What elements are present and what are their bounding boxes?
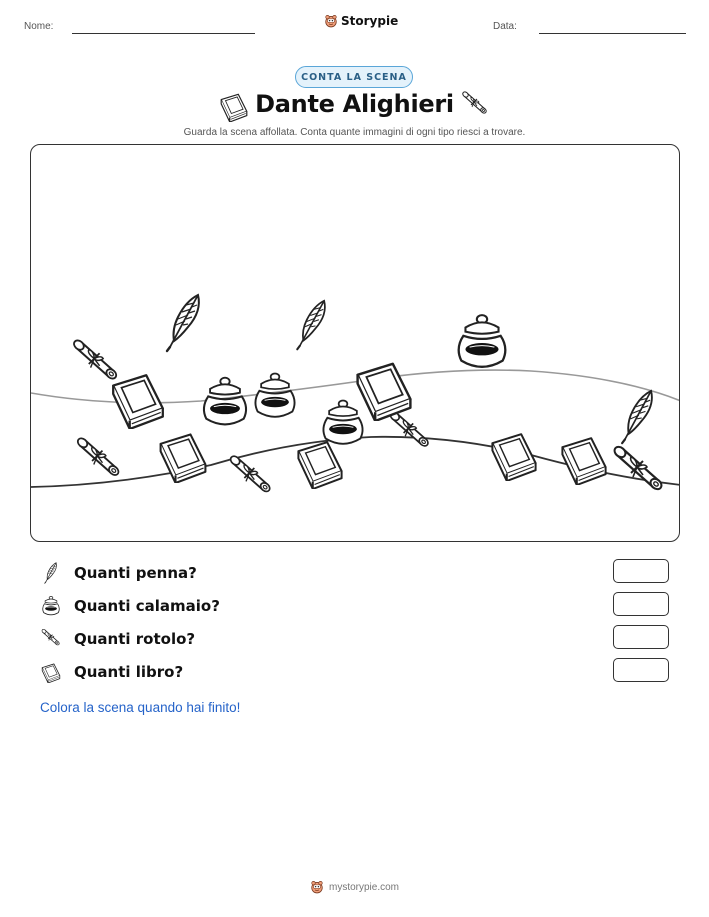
inkwell	[255, 373, 294, 416]
question-label: Quanti calamaio?	[74, 597, 220, 615]
question-row-calamaio	[40, 593, 220, 619]
book	[492, 434, 535, 481]
instructions: Guarda la scena affollata. Conta quante immagini di ogni tipo riesci a trovare.	[183, 127, 526, 138]
name-label: Nome:	[24, 21, 54, 32]
book	[298, 442, 341, 489]
footer	[0, 880, 709, 894]
scroll	[229, 454, 271, 493]
date-line[interactable]	[539, 33, 686, 34]
brand-name: Storypie	[341, 14, 399, 28]
question-row-libro	[40, 659, 183, 685]
question-label: Quanti penna?	[74, 564, 197, 582]
scroll	[76, 436, 120, 476]
coloring-note: Colora la scena quando hai finito!	[40, 700, 241, 715]
book	[161, 434, 206, 483]
activity-badge: CONTA LA SCENA	[295, 66, 413, 88]
answer-box-libro[interactable]	[613, 658, 669, 682]
book	[358, 364, 411, 421]
scroll-icon	[40, 628, 62, 650]
scene-illustration	[31, 145, 680, 542]
inkwell	[204, 378, 246, 425]
question-row-rotolo	[40, 626, 195, 652]
scroll-icon	[460, 90, 490, 120]
answer-box-calamaio[interactable]	[613, 592, 669, 616]
feather-quill-icon	[40, 562, 62, 584]
answer-box-penna[interactable]	[613, 559, 669, 583]
feather-quill	[622, 391, 652, 443]
feather-quill	[297, 301, 325, 350]
storypie-mascot-icon	[324, 14, 338, 28]
brand-logo	[324, 14, 398, 28]
inkwell-icon	[40, 595, 62, 617]
question-label: Quanti libro?	[74, 663, 184, 681]
page-title: Dante Alighieri	[255, 90, 454, 118]
scroll	[72, 339, 118, 381]
book	[113, 375, 163, 429]
date-label: Data:	[493, 21, 517, 32]
answer-box-rotolo[interactable]	[613, 625, 669, 649]
inkwell	[323, 400, 362, 443]
scroll	[389, 410, 430, 447]
name-line[interactable]	[72, 33, 255, 34]
counting-scene	[30, 144, 680, 542]
storypie-mascot-icon	[310, 880, 324, 894]
question-label: Quanti rotolo?	[74, 630, 196, 648]
inkwell	[459, 315, 506, 367]
book-icon	[40, 661, 62, 683]
question-row-penna	[40, 560, 197, 586]
footer-site-link[interactable]: mystorypie.com	[328, 881, 399, 893]
feather-quill	[167, 295, 199, 351]
scroll	[613, 445, 664, 492]
book	[562, 438, 605, 485]
